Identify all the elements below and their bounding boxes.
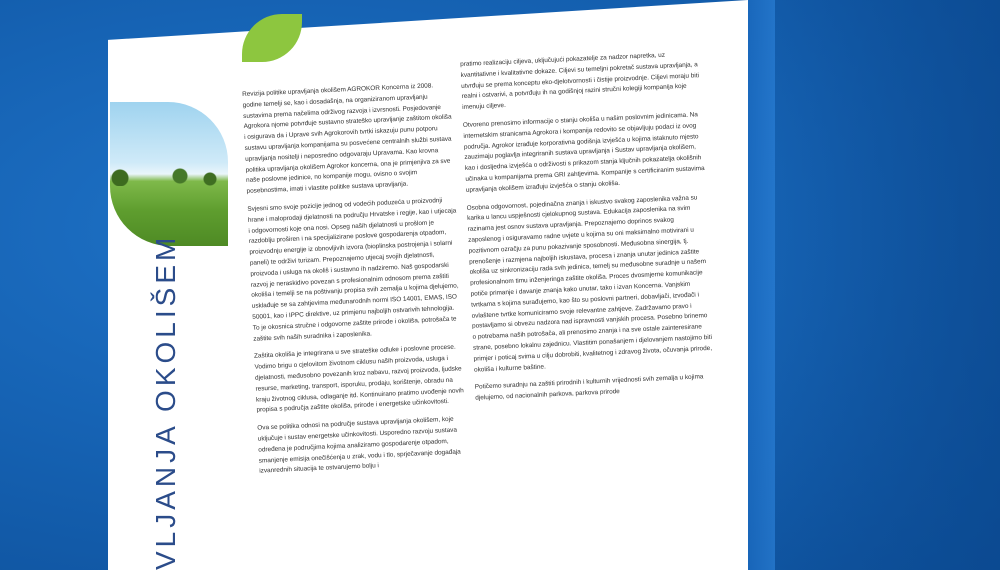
text-column-left — [242, 80, 470, 484]
paragraph: Ova se politika odnosi na područje sustava upravljanja okolišem, koje uključuje i sustav energetske učinkovitosti. Usporedno razvoju sustava određena je područjima kojima analiziramo gospodarenje otpadom, smanjenje emisija onečišćenja u zrak, vodu i tlo, sprječavanje događaja izvanrednih situacija te ostvarujemo bolju i — [257, 415, 461, 475]
landscape-photo — [110, 102, 228, 246]
text-column-right — [460, 49, 716, 411]
paragraph: Revizija politike upravljanja okolišem AGROKOR Koncerna iz 2008. godine temelji se, kao i dosadašnja, na organiziranom upravljanju sustavima prema načelima održivog razvoja i izvrsnosti. Posjedovanje Agrokora njome potvrđuje sustavno strateško upravljanje zaštitom okoliša i osigurava da i Uprave svih Agrokorovih tvrtki iskazuju punu potporu sustavu upravljanja kompanijama su posvećene centralnih službi sustava upravljanja nositelji i neposredno odgovaraju Upravama. Kao krovna politika upravljanja okolišem Agrokor koncerna, ona je primjenjiva za sve naše poslovne jedinice, no kompanije mogu, ovisno o svojim posebnostima, imati i vlastite politike sustava upravljanja. — [242, 82, 452, 196]
background-glow — [760, 0, 1000, 570]
paragraph: Potičemo suradnju na zaštiti prirodnih i kulturnih vrijednosti svih zemalja u kojima djelujemo, od nacionalnih parkova, parkova prirode — [474, 373, 704, 402]
vertical-title: VLJANJA OKOLIŠEM — [150, 233, 181, 570]
paragraph: pratimo realizaciju ciljeva, uključujući pokazatelje za nadzor napretka, uz kvantitativne i kvalitativne dokaze. Ciljevi su temeljni pokretač sustava upravljanja, a utvrđuju se prema konceptu eko-djelotvornosti i čistije proizvodnje. Ciljevi moraju biti realni i ostvarivi, a potvrđuju ih na godišnjoj razini stručni kolegiji kompanija koje imenuju ciljeve. — [460, 51, 700, 112]
paragraph: Osobna odgovornost, pojedinačna znanja i iskustvo svakog zaposlenika važna su karika u lancu uspješnosti cjelokupnog sustava. Edukacija zaposlenika na svim razinama jest osnov sustava upravljanja. Prepoznajemo doprinos svakog zaposlenog i osiguravamo radne uvjete u kojima su oni maksimalno motivirani u pozitivnom ozračju za punu pokazivanje sposobnosti. Međusobna sinergija, tj. prenošenje i razmjena najboljih iskustava, procesa i znanja unutar jedinica zaštite okoliša uz sinkronizaciju rada svih jedinica, temelj su međusobne suradnje u našem profesionalnom timu inženjeringa zaštite okoliša. Proces dvosmjerne komunikacije potiče primanje i davanje znanja kako unutar, tako i izvan Koncerna. Vanjskim tvrtkama s kojima surađujemo, kao što su poslovni partneri, dobavljači, izvođači i ovlaštene tvrtke komuniciramo svoje relevantne zahtjeve. Zadržavamo pravo i postavljamo si obvezu nadzora nad ispravnosti vanjskih procesa. Posebno brinemo o potrebama naših potrošača, ali prenosimo znanja i na sve ostale zainteresirane strane, posebno lokalnu zajednicu. Vlastitim ponašanjem i djelovanjem nastojimo biti primjer i poticaj svima u cilju dobrobiti, kvalitetnog i zdravog života, očuvanja prirode, okoliša i kulturne baštine. — [466, 193, 713, 374]
paragraph: Svjesni smo svoje pozicije jednog od vodećih poduzeća u proizvodnji hrane i maloprodaji djelatnosti na području Hrvatske i regije, kao i utjecaja i odgovornosti koje ona nosi. Opseg naših djelatnosti u prošlom je razdoblju proširen i na specijalizirane poslove gospodarenja otpadom, proizvodnju energije iz obnovljivih izvora (bioplinska postrojenja i solarni paneli) te održivi turizam. Prepoznajemo utjecaj svojih djelatnosti, proizvoda i usluga na okoliš i sustavno ih nadziremo. Naš gospodarski razvoj je neraskidivo povezan s profesionalnim odnosom prema zaštiti okoliša i temelji se na poštivanju propisa svih zemalja u kojima djelujemo, usklađuje se sa zahtjevima međunarodnih normi ISO 14001, EMAS, ISO 50001, kao i IPPC direktive, uz primjenu najboljih ostvarivih tehnologija. To je okosnica stručne i odgovorne zaštite prirode i okoliša, potrošača te zaštite svih naših suradnika i zaposlenika. — [247, 197, 459, 343]
trees-illustration — [110, 166, 228, 186]
paragraph: Otvoreno prenosimo informacije o stanju okoliša u našim poslovnim jedinicama. Na internetskim stranicama Agrokora i kompanija redovito se objavljuju podaci iz ovog područja. Agrokor izrađuje korporativna godišnja izvješća u kojima istaknuto mjesto zauzimaju poglavlja integriranih sustava upravljanja i Sustav upravljanja okolišem, kao i dosljedna izvješća o održivosti s prikazom stanja ključnih pokazatelja okolišnih učinaka u kompanijama prema GRI zahtjevima. Kompanije s certificiranim sustavima upravljanja okolišem izrađuju izvješća o stanju okoliša. — [462, 111, 705, 194]
back-page-edge — [745, 0, 775, 570]
paragraph: Zaštita okoliša je integrirana u sve strateške odluke i poslovne procese. Vodimo brigu o cjelovitom životnom ciklusu naših proizvoda, usluga i djelatnosti, međusobno povezanih kroz nabavu, razvoj proizvoda, ljudske resurse, marketing, transport, isporuku, prodaju, korištenje, obradu na kraju životnog ciklusa, odlaganje itd. Kontinuirano pratimo uvođenje novih propisa s područja zaštite okoliša, prirode i energetske učinkovitosti. — [253, 343, 464, 414]
